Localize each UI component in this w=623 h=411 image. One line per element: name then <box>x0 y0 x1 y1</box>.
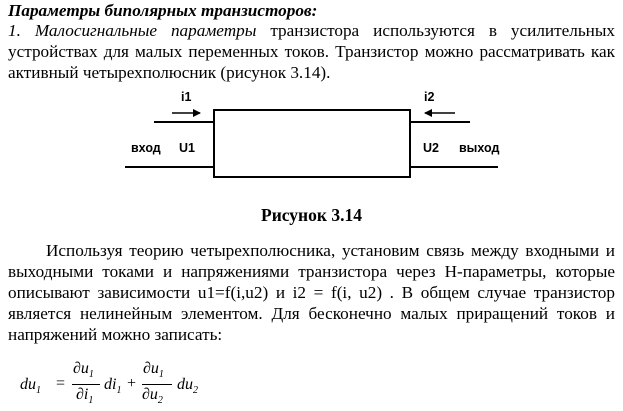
fraction2-bar <box>142 384 172 385</box>
item-label: 1. Малосигнальные параметры <box>8 21 257 40</box>
fraction2-denominator: $\partial u_2$ <box>142 386 163 407</box>
label-i2: i2 <box>424 90 435 104</box>
paragraph-theory: Используя теорию четырехполюсника, установим связь между входными и выходными токами и напряжениями транзистора через Н-параметры, которые описывают зависимости u1=f(i,u2) и i2 = f(i, u2) . В общем случае транзистор является нелинейным элементом. Для бесконечно малых приращений токов и напряжений можно записать: <box>8 241 615 344</box>
formula-lhs: $du_1$ <box>20 376 41 397</box>
label-input: вход <box>131 141 161 155</box>
section-heading: Параметры биполярных транзисторов: <box>8 1 318 20</box>
four-terminal-diagram <box>0 0 623 200</box>
label-u1: U1 <box>179 141 195 155</box>
formula-equals: = <box>56 375 66 392</box>
figure-caption: Рисунок 3.14 <box>261 205 362 225</box>
label-i1: i1 <box>181 90 192 104</box>
differential-formula <box>20 358 320 410</box>
formula-term2: $du_2$ <box>177 376 198 397</box>
label-u2: U2 <box>423 141 439 155</box>
paragraph-intro-text: транзистора используются в усилительных устройствах для малых переменных токов. Транзистор можно рассматривать как активный четырехполюсник (рисунок 3.14). <box>8 21 615 82</box>
formula-plus: + <box>127 375 137 392</box>
fraction1-numerator: $\partial u_1$ <box>73 360 94 381</box>
network-box <box>214 110 410 177</box>
label-output: выход <box>459 141 500 155</box>
fraction1-denominator: $\partial i_1$ <box>76 386 94 407</box>
formula-term1: $di_1$ <box>104 376 122 397</box>
fraction2-numerator: $\partial u_1$ <box>143 360 164 381</box>
fraction1-bar <box>72 384 100 385</box>
